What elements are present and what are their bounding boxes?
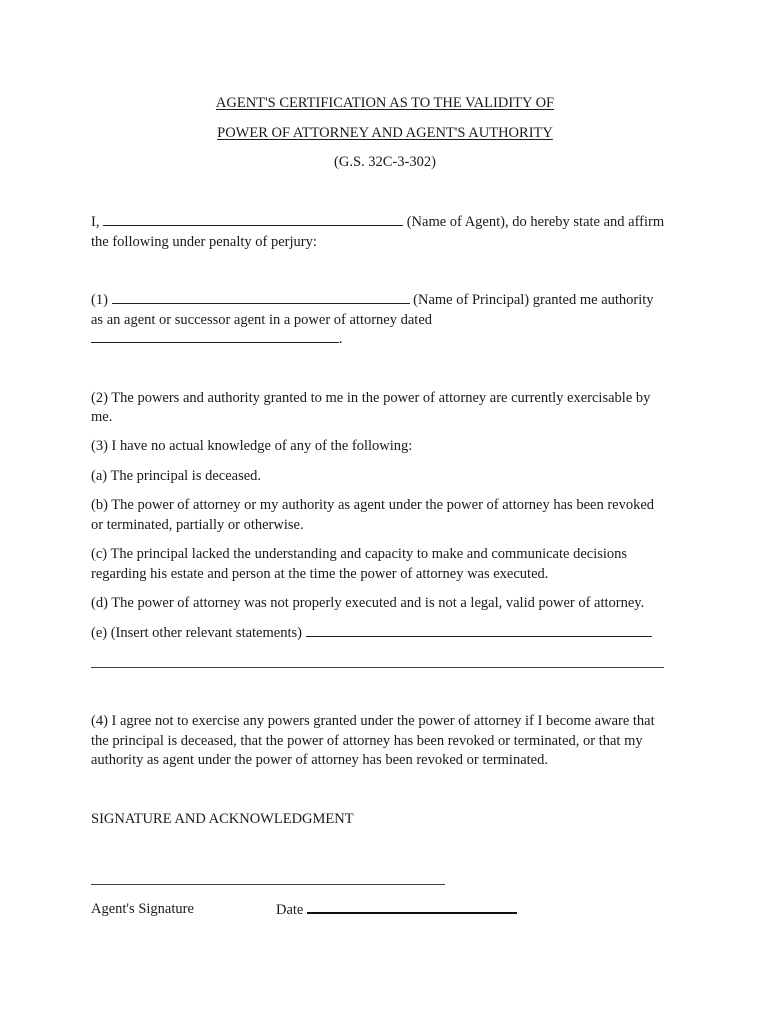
date-label: Date — [276, 902, 304, 918]
item-1-prefix: (1) — [91, 292, 108, 308]
item-3-line-1: (3) I have no actual knowledge of any of the following: — [91, 438, 413, 454]
signature-heading: SIGNATURE AND ACKNOWLEDGMENT — [91, 811, 354, 827]
principal-name-field[interactable] — [112, 291, 410, 304]
poa-date-field[interactable] — [91, 330, 339, 343]
item-3b-line-2: or terminated, partially or otherwise. — [91, 517, 304, 533]
intro-prefix: I, — [91, 214, 100, 230]
item-2-line-2: me. — [91, 409, 113, 425]
item-1-line-3 — [91, 330, 343, 350]
item-1-suffix: (Name of Principal) granted me authority — [413, 292, 654, 308]
item-3e-line-1 — [91, 624, 652, 644]
item-3a: (a) The principal is deceased. — [91, 468, 262, 484]
item-4-line-3: authority as agent under the power of attorney has been revoked or terminated. — [91, 752, 548, 768]
agent-name-field[interactable] — [103, 213, 403, 226]
item-3e-label: (e) (Insert other relevant statements) — [91, 625, 302, 641]
intro-suffix: (Name of Agent), do hereby state and affirm — [406, 214, 665, 230]
item-1-line-1 — [91, 291, 654, 311]
item-1-end: . — [339, 331, 343, 347]
agent-signature-label: Agent's Signature — [91, 901, 194, 917]
intro-line-2: the following under penalty of perjury: — [91, 234, 317, 250]
other-statements-field[interactable] — [306, 624, 652, 637]
item-3c-line-2: regarding his estate and person at the time the power of attorney was executed. — [91, 566, 549, 582]
item-4-line-1: (4) I agree not to exercise any powers granted under the power of attorney if I become aware that — [91, 713, 655, 729]
title-line-2: POWER OF ATTORNEY AND AGENT'S AUTHORITY — [217, 125, 553, 141]
statute-citation: (G.S. 32C-3-302) — [334, 154, 436, 170]
item-4-line-2: the principal is deceased, that the power of attorney has been revoked or terminated, or that my — [91, 733, 643, 749]
item-3c-line-1: (c) The principal lacked the understanding and capacity to make and communicate decisions — [91, 546, 628, 562]
agent-signature-line[interactable] — [91, 884, 445, 885]
item-2-line-1: (2) The powers and authority granted to me in the power of attorney are currently exercisable by — [91, 390, 651, 406]
intro-line-1 — [91, 213, 664, 233]
date-row — [276, 900, 517, 921]
title-line-1: AGENT'S CERTIFICATION AS TO THE VALIDITY OF — [215, 95, 555, 111]
other-statements-field-line-2[interactable] — [91, 667, 664, 668]
item-1-line-2: as an agent or successor agent in a power of attorney dated — [91, 312, 433, 328]
item-3b-line-1: (b) The power of attorney or my authority as agent under the power of attorney has been revoked — [91, 497, 655, 513]
item-3d: (d) The power of attorney was not properly executed and is not a legal, valid power of attorney. — [91, 595, 645, 611]
date-field[interactable] — [307, 900, 517, 914]
